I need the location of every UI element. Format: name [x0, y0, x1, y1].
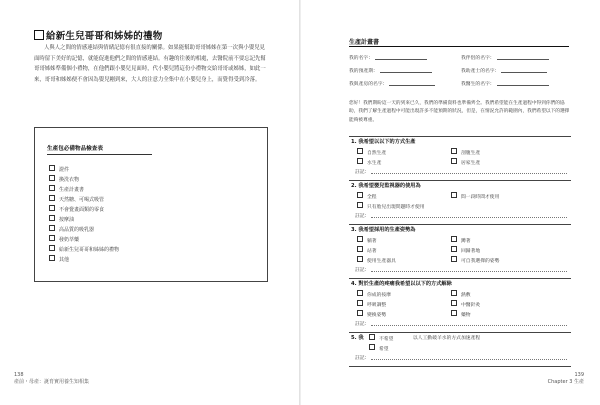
due-date-field: 我的預產期： — [349, 67, 432, 74]
amniotomy-label: 以人工勤破羊水的方式加速產程 — [413, 336, 481, 341]
list-item: 其他 — [49, 255, 119, 265]
section-1-title: 1. 我希望以以下的方式生產 — [351, 139, 416, 145]
checkbox-icon — [451, 158, 457, 164]
list-item: 證件 — [49, 165, 119, 175]
checkbox-icon — [451, 148, 457, 154]
option-monitor-if-problem[interactable]: 只有胎兒出現問題時才使用 — [357, 202, 425, 210]
section-2-title: 2. 我希望嬰兒監視器的使用為 — [351, 183, 421, 189]
page-number: 139 — [574, 372, 584, 378]
checkbox-icon — [451, 256, 457, 262]
option-want[interactable]: 希望 — [369, 344, 389, 352]
note-field[interactable]: 註記： — [355, 266, 567, 273]
running-footer: Chapter 3 生產 — [547, 379, 584, 385]
checkbox-icon — [49, 195, 55, 201]
list-item: 給新生兒哥哥和姊姊的禮物 — [49, 245, 119, 255]
checkbox-icon — [451, 310, 457, 316]
checkbox-icon — [357, 192, 363, 198]
plan-title-divider — [349, 46, 569, 47]
option-water-birth[interactable]: 水生產 — [357, 158, 381, 166]
option-standing[interactable]: 站著 — [357, 246, 377, 254]
checkbox-icon — [49, 205, 55, 211]
checkbox-icon — [369, 334, 375, 340]
option-breathing[interactable]: 呼吸調整 — [357, 300, 386, 308]
note-field[interactable]: 註記： — [355, 320, 567, 327]
checkbox-icon — [451, 300, 457, 306]
checkbox-icon — [357, 202, 363, 208]
note-field[interactable]: 註記： — [355, 354, 567, 361]
list-item: 換洗衣物 — [49, 175, 119, 185]
option-self-chosen[interactable]: 可自我選擇的姿勢 — [451, 256, 499, 264]
section-divider — [349, 180, 571, 181]
note-field[interactable]: 註記： — [355, 168, 567, 175]
checklist-title: 生產包必備物品檢查表 — [47, 146, 103, 152]
list-item: 按摩油 — [49, 215, 119, 225]
section-divider — [349, 366, 571, 367]
option-birth-equipment[interactable]: 使用生產器具 — [357, 256, 396, 264]
option-heat-pack[interactable]: 熱敷 — [451, 290, 471, 298]
option-squatting[interactable]: 蹲著 — [451, 236, 471, 244]
section-divider — [349, 224, 571, 225]
checkbox-icon — [49, 255, 55, 261]
delivery-room-field: 我與產房的名字： — [349, 80, 435, 87]
option-do-not-want[interactable]: 不希望 — [369, 334, 393, 342]
left-folio — [14, 372, 89, 386]
checkbox-icon — [357, 256, 363, 262]
checklist-items — [49, 165, 119, 265]
left-page — [0, 0, 299, 405]
checkbox-icon — [49, 165, 55, 171]
plan-intro: 您好！我們期盼這一天的到來已久，我們的準備資料也準備齊全。我們希望能在生產過程中得到你們的協助，我們了解生產過程中可能出現許多不能預期的狀況，但是，在情況允許的範圍內，我們希望以下的選擇能夠被尊重。 — [349, 101, 570, 123]
checkbox-icon — [49, 185, 55, 191]
checkbox-icon — [451, 246, 457, 252]
checkbox-icon — [49, 225, 55, 231]
right-folio — [548, 372, 584, 386]
option-medication[interactable]: 藥物 — [451, 310, 471, 318]
option-natural-birth[interactable]: 自然生產 — [357, 148, 386, 156]
checkbox-icon — [357, 300, 363, 306]
gift-paragraph: 人與人之間的情感連結與情緒記憶有很直接的關係。如果能幫助哥哥姊姊在第一次與小嬰兒見面時留下美好的記憶，就能促進他們之間的情感連結。有趣的往後的相處，去醫院前不要忘記先幫哥哥姊姊準備個小禮物，在他們跟小嬰兒見面時，代小嬰兒將這份小禮物交給哥哥或姊姊，如此一來，哥哥和姊姊便不會因為嬰兒剛到來，大人的注意力全集中在小嬰兒身上，而覺得受到冷落。 — [34, 45, 266, 83]
list-item: 天然糖、可喝式吸管 — [49, 195, 119, 205]
checkbox-icon — [369, 344, 375, 350]
page-number: 138 — [14, 372, 24, 378]
section-4-title: 4. 對於生產的疼痛我希望以以下的方式解除 — [351, 281, 452, 287]
my-name-field: 我的名字： — [349, 54, 427, 61]
checkbox-icon — [34, 30, 44, 40]
doctor-name-field: 我醫生的名字： — [461, 80, 549, 87]
checkbox-icon — [49, 215, 55, 221]
checkbox-icon — [357, 246, 363, 252]
option-monitor-interval[interactable]: 間一段時間才使用 — [451, 192, 499, 200]
section-divider — [349, 332, 571, 333]
option-kneeling[interactable]: 回歸著地 — [451, 246, 480, 254]
checkbox-icon — [49, 245, 55, 251]
checkbox-icon — [357, 290, 363, 296]
checkbox-icon — [451, 290, 457, 296]
running-footer: 產前・母產：誕育實用養生知相集 — [14, 379, 90, 385]
option-acupuncture[interactable]: 中醫針灸 — [451, 300, 480, 308]
checkbox-icon — [49, 175, 55, 181]
section-3-title: 3. 我希望採用的生產姿勢為 — [351, 227, 416, 233]
right-page — [301, 0, 600, 405]
checkbox-icon — [49, 235, 55, 241]
option-lying[interactable]: 躺著 — [357, 236, 377, 244]
list-item: 發奶萃藥 — [49, 235, 119, 245]
checkbox-icon — [451, 236, 457, 242]
option-c-section[interactable]: 剖腹生產 — [451, 148, 480, 156]
option-monitor-full[interactable]: 全程 — [357, 192, 377, 200]
option-change-position[interactable]: 變換姿勢 — [357, 310, 386, 318]
option-massage[interactable]: 你成的按摩 — [357, 290, 391, 298]
option-home-birth[interactable]: 居家生產 — [451, 158, 480, 166]
checkbox-icon — [357, 310, 363, 316]
section-divider — [349, 278, 571, 279]
list-item: 不會覺畫面類的零食 — [49, 205, 119, 215]
partner-name-field: 我伴侶的名字： — [461, 54, 549, 61]
section-divider — [349, 136, 571, 137]
checkbox-icon — [451, 192, 457, 198]
section-5-title: 5. 我 — [351, 335, 364, 341]
list-item: 高品質的吸乳器 — [49, 225, 119, 235]
midwife-name-field: 我助產士的名字： — [461, 67, 547, 74]
checkbox-icon — [357, 158, 363, 164]
checklist-divider — [47, 154, 152, 155]
list-item: 生產計畫書 — [49, 185, 119, 195]
plan-title: 生產計畫書 — [349, 39, 380, 46]
gift-section-title: 給新生兒哥哥和姊姊的禮物 — [34, 28, 162, 42]
checkbox-icon — [357, 148, 363, 154]
birth-bag-checklist — [34, 127, 268, 282]
note-field[interactable]: 註記： — [355, 212, 567, 219]
checkbox-icon — [357, 236, 363, 242]
